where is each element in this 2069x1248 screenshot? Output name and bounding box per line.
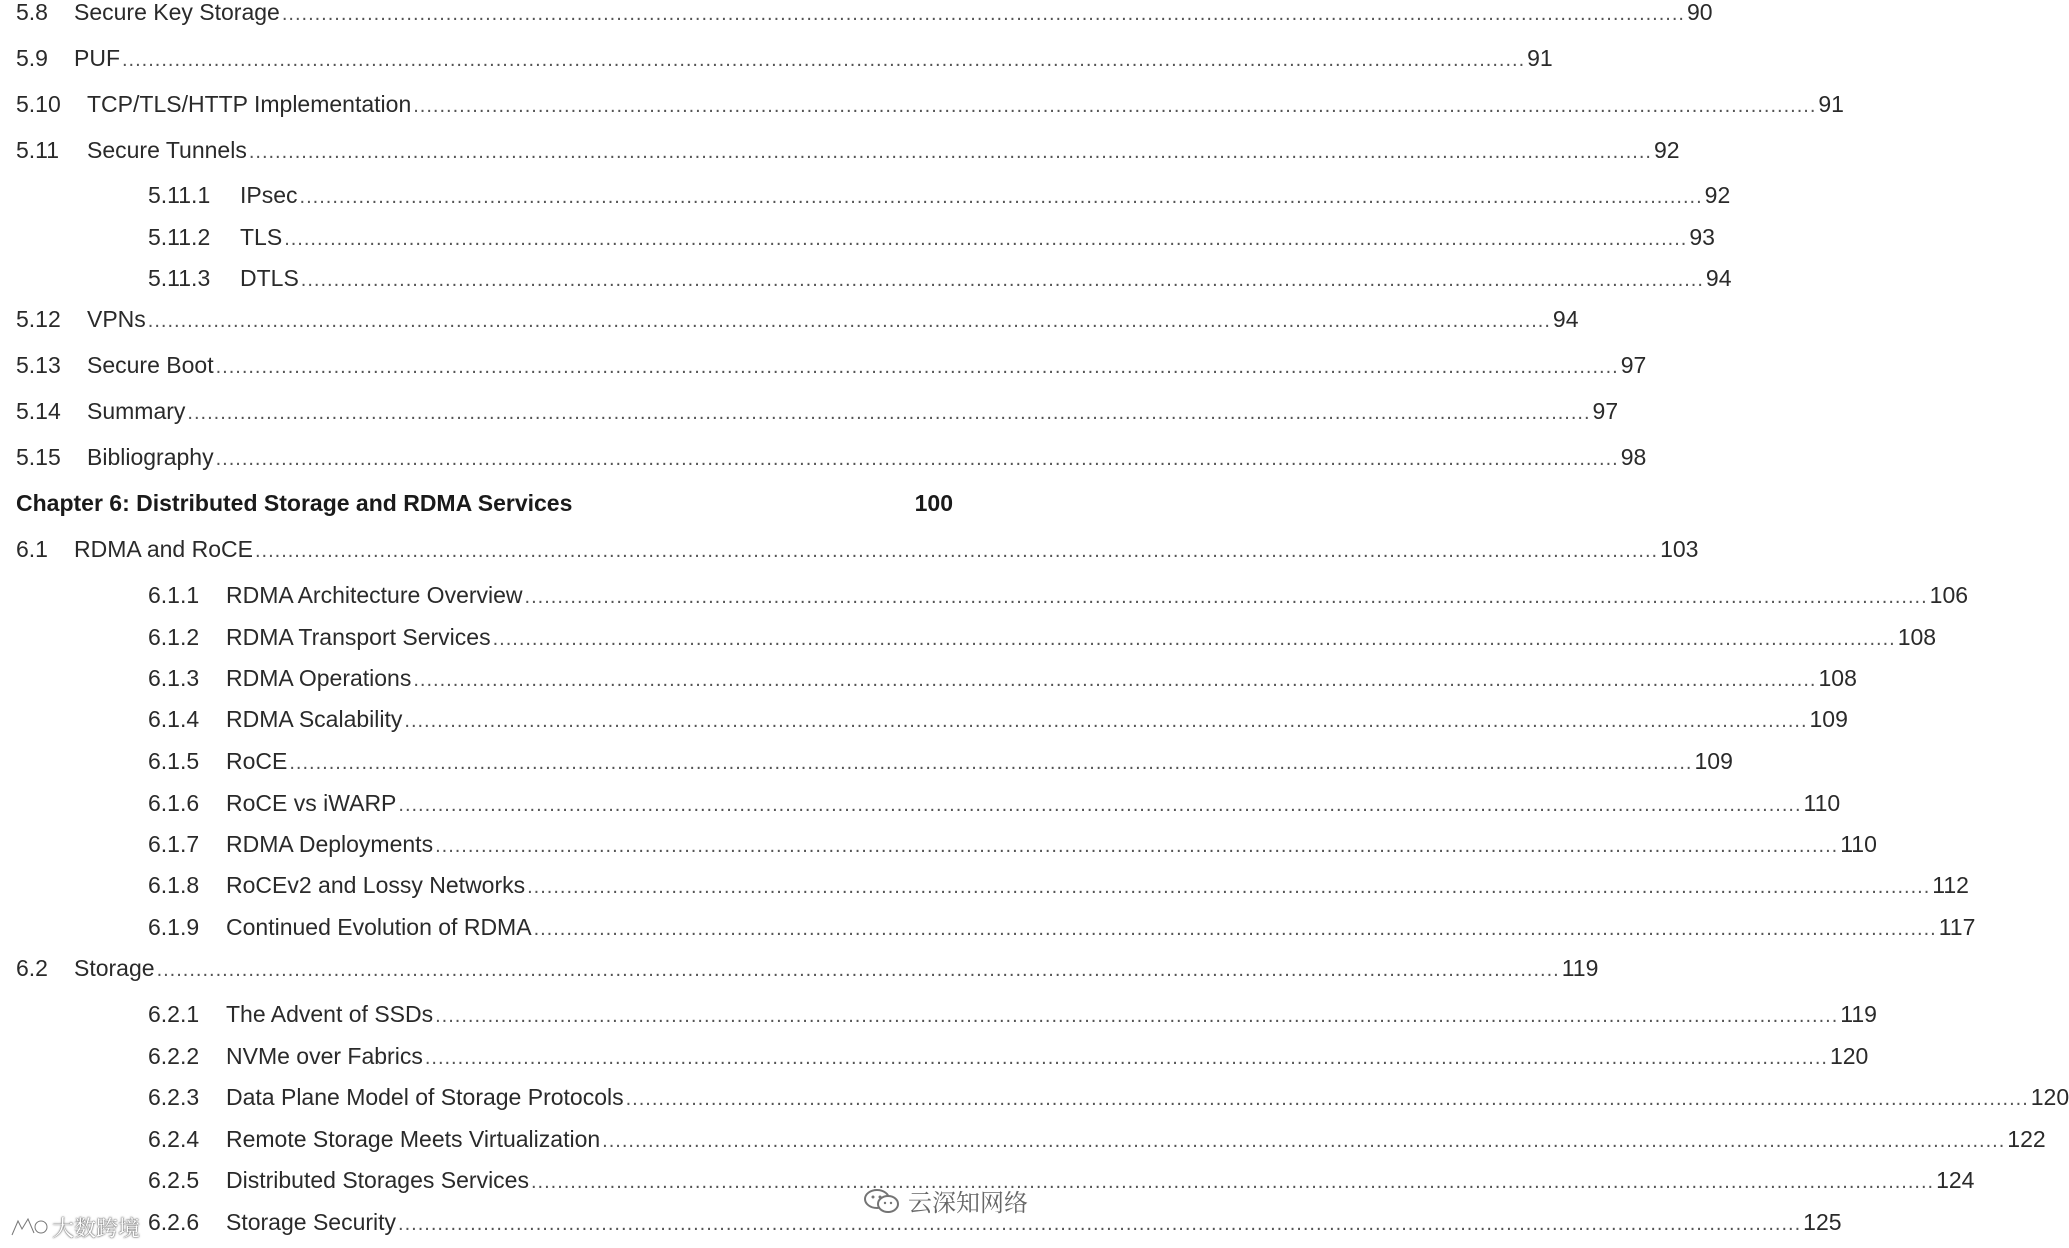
entry-title: RDMA Scalability [226,706,403,732]
entry-page: 109 [1809,706,1848,732]
leader-dots: ...................................................................................................................................................................................................................... [300,269,1704,291]
toc-entry-5-15 [16,442,1647,472]
leader-dots: ...................................................................................................................................................................................................................... [413,669,1817,691]
leader-dots: ...................................................................................................................................................................................................................... [533,918,1937,940]
leader-dots: ...................................................................................................................................................................................................................... [398,794,1802,816]
entry-page: 120 [2030,1084,2069,1110]
entry-number: 5.10 [16,91,61,117]
leader-dots: ...................................................................................................................................................................................................................... [398,1213,1802,1235]
entry-title: Data Plane Model of Storage Protocols [226,1084,624,1110]
entry-number: 6.1 [16,536,48,562]
leader-dots: ...................................................................................................................................................................................................................... [254,540,1659,562]
toc-entry-5-8 [16,0,1713,27]
brand-logo-icon [8,1215,48,1241]
toc-entry-6-2-3 [148,1082,2069,1112]
entry-number: 6.1.4 [148,706,200,732]
entry-title: TLS [240,224,283,250]
entry-number: 5.11.3 [148,265,211,291]
entry-page: 108 [1818,665,1857,691]
entry-number: 6.1.7 [148,831,200,857]
entry-title: NVMe over Fabrics [226,1043,423,1069]
entry-title: Storage [74,955,155,981]
entry-number: 6.2.6 [148,1209,200,1235]
watermark-right-text: 云深知网络 [908,1189,1028,1217]
entry-title: RoCEv2 and Lossy Networks [226,872,526,898]
leader-dots: ...................................................................................................................................................................................................................... [215,448,1619,470]
leader-dots: ...................................................................................................................................................................................................................... [299,186,1703,208]
entry-title: Distributed Storages Services [226,1167,529,1193]
entry-number: 6.1.2 [148,624,200,650]
leader-dots: ...................................................................................................................................................................................................................... [435,1005,1839,1027]
entry-number: 6.2.2 [148,1043,200,1069]
entry-title: VPNs [87,306,146,332]
entry-title: PUF [74,45,120,71]
toc-entry-5-14 [16,396,1619,426]
leader-dots: ...................................................................................................................................................................................................................... [248,141,1652,163]
toc-entry-6-2-5 [148,1165,1975,1195]
leader-dots: ...................................................................................................................................................................................................................... [524,586,1928,608]
entry-number: 5.11.2 [148,224,211,250]
entry-page: 110 [1840,831,1877,857]
leader-dots: ...................................................................................................................................................................................................................... [602,1130,2006,1152]
toc-entry-6-2-1 [148,999,1877,1029]
leader-dots: ...................................................................................................................................................................................................................... [413,95,1817,117]
toc-entry-6-1-8 [148,870,1969,900]
entry-page: 112 [1932,872,1969,898]
entry-page: 92 [1704,182,1731,208]
leader-dots: ...................................................................................................................................................................................................................... [187,402,1591,424]
toc-entry-5-11-1 [148,180,1731,210]
entry-page: 108 [1897,624,1937,650]
entry-number: 6.2.5 [148,1167,200,1193]
toc-entry-5-11 [16,135,1680,165]
entry-page: 117 [1938,914,1976,940]
entry-page: 122 [2007,1126,2046,1152]
entry-number: 6.1.8 [148,872,200,898]
leader-dots: ...................................................................................................................................................................................................................... [289,752,1693,774]
entry-number: 6.1.5 [148,748,200,774]
toc-entry-6-1-1 [148,580,1969,610]
leader-dots: ...................................................................................................................................................................................................................... [527,876,1931,898]
entry-title: Secure Key Storage [74,0,280,25]
entry-number: 6.2.3 [148,1084,200,1110]
entry-number: 5.8 [16,0,48,25]
entry-number: 6.1.6 [148,790,200,816]
toc-chapter-6-heading [16,488,953,518]
entry-number: 5.12 [16,306,61,332]
entry-page: 94 [1552,306,1579,332]
entry-page: 120 [1829,1043,1869,1069]
toc-entry-6-1-6 [148,788,1841,818]
entry-title: RoCE [226,748,288,774]
entry-number: 5.15 [16,444,61,470]
toc-entry-6-1-2 [148,622,1937,652]
entry-page: 93 [1689,224,1715,250]
entry-number: 5.14 [16,398,61,424]
toc-entry-5-11-2 [148,222,1715,252]
entry-title: Remote Storage Meets Virtualization [226,1126,601,1152]
entry-page: 91 [1527,45,1553,71]
entry-title: Secure Boot [87,352,214,378]
toc-entry-6-1-9 [148,912,1976,942]
entry-page: 97 [1620,352,1647,378]
watermark-left-text: 大数跨境 [52,1217,141,1242]
entry-title: RDMA Operations [226,665,412,691]
leader-dots: ...................................................................................................................................................................................................................... [435,835,1839,857]
wechat-icon [862,1187,902,1215]
entry-title: DTLS [240,265,299,291]
entry-page: 90 [1686,0,1713,25]
toc-entry-5-13 [16,350,1647,380]
leader-dots: ...................................................................................................................................................................................................................... [424,1047,1828,1069]
entry-number: 6.2 [16,955,48,981]
leader-dots: ...................................................................................................................................................................................................................... [625,1088,2029,1110]
entry-title: IPsec [240,182,298,208]
entry-number: 6.2.1 [148,1001,200,1027]
leader-dots: ...................................................................................................................................................................................................................... [156,959,1560,981]
entry-title: RDMA and RoCE [74,536,253,562]
entry-number: 6.1.9 [148,914,200,940]
entry-title: RDMA Deployments [226,831,434,857]
entry-page: 125 [1803,1209,1842,1235]
entry-number: 6.1.1 [148,582,200,608]
entry-page: 97 [1592,398,1619,424]
entry-page: 91 [1818,91,1844,117]
entry-number: 5.11 [16,137,60,163]
entry-page: 98 [1620,444,1647,470]
entry-page: 92 [1653,137,1680,163]
entry-title: Summary [87,398,186,424]
toc-entry-6-1-4 [148,704,1848,734]
entry-title: Bibliography [87,444,214,470]
leader-dots: ...................................................................................................................................................................................................................... [215,356,1619,378]
toc-entry-6-2-4 [148,1124,2046,1154]
entry-title: RDMA Architecture Overview [226,582,523,608]
toc-entry-6-1-3 [148,663,1857,693]
entry-page: 106 [1929,582,1969,608]
leader-dots: ...................................................................................................................................................................................................................... [147,310,1551,332]
leader-dots: ...................................................................................................................................................................................................................... [284,228,1688,250]
entry-title: TCP/TLS/HTTP Implementation [87,91,412,117]
toc-entry-5-10 [16,89,1844,119]
entry-page: 110 [1803,790,1841,816]
toc-entry-6-1 [16,534,1699,564]
leader-dots: ...................................................................................................................................................................................................................... [281,3,1685,25]
entry-page: 109 [1694,748,1733,774]
toc-entry-6-1-5 [148,746,1733,776]
leader-dots: ...................................................................................................................................................................................................................... [492,628,1896,650]
watermark-left [8,1212,140,1243]
toc-entry-5-9 [16,43,1553,73]
entry-number: 6.1.3 [148,665,200,691]
entry-title: Continued Evolution of RDMA [226,914,532,940]
entry-title: Secure Tunnels [87,137,247,163]
entry-title: RoCE vs iWARP [226,790,397,816]
toc-entry-6-2 [16,953,1599,983]
toc-entry-5-12 [16,304,1579,334]
entry-number: 5.9 [16,45,48,71]
toc-entry-6-1-7 [148,829,1877,859]
entry-title: Storage Security [226,1209,397,1235]
leader-dots: ...................................................................................................................................................................................................................... [404,710,1808,732]
chapter-title: Chapter 6: Distributed Storage and RDMA Services [16,490,573,516]
leader-dots: ...................................................................................................................................................................................................................... [122,49,1526,71]
entry-page: 124 [1936,1167,1975,1193]
chapter-page: 100 [914,490,953,516]
watermark-right [862,1183,1028,1218]
toc-entry-5-11-3 [148,263,1732,293]
entry-page: 119 [1561,955,1599,981]
leader-dots: ...................................................................................................................................................................................................................... [530,1171,1935,1193]
entry-number: 5.11.1 [148,182,211,208]
toc-entry-6-2-6 [148,1207,1842,1237]
toc-entry-6-2-2 [148,1041,1869,1071]
entry-page: 103 [1660,536,1699,562]
entry-title: RDMA Transport Services [226,624,491,650]
entry-page: 94 [1705,265,1732,291]
entry-page: 119 [1840,1001,1877,1027]
entry-number: 5.13 [16,352,61,378]
entry-number: 6.2.4 [148,1126,200,1152]
entry-title: The Advent of SSDs [226,1001,434,1027]
